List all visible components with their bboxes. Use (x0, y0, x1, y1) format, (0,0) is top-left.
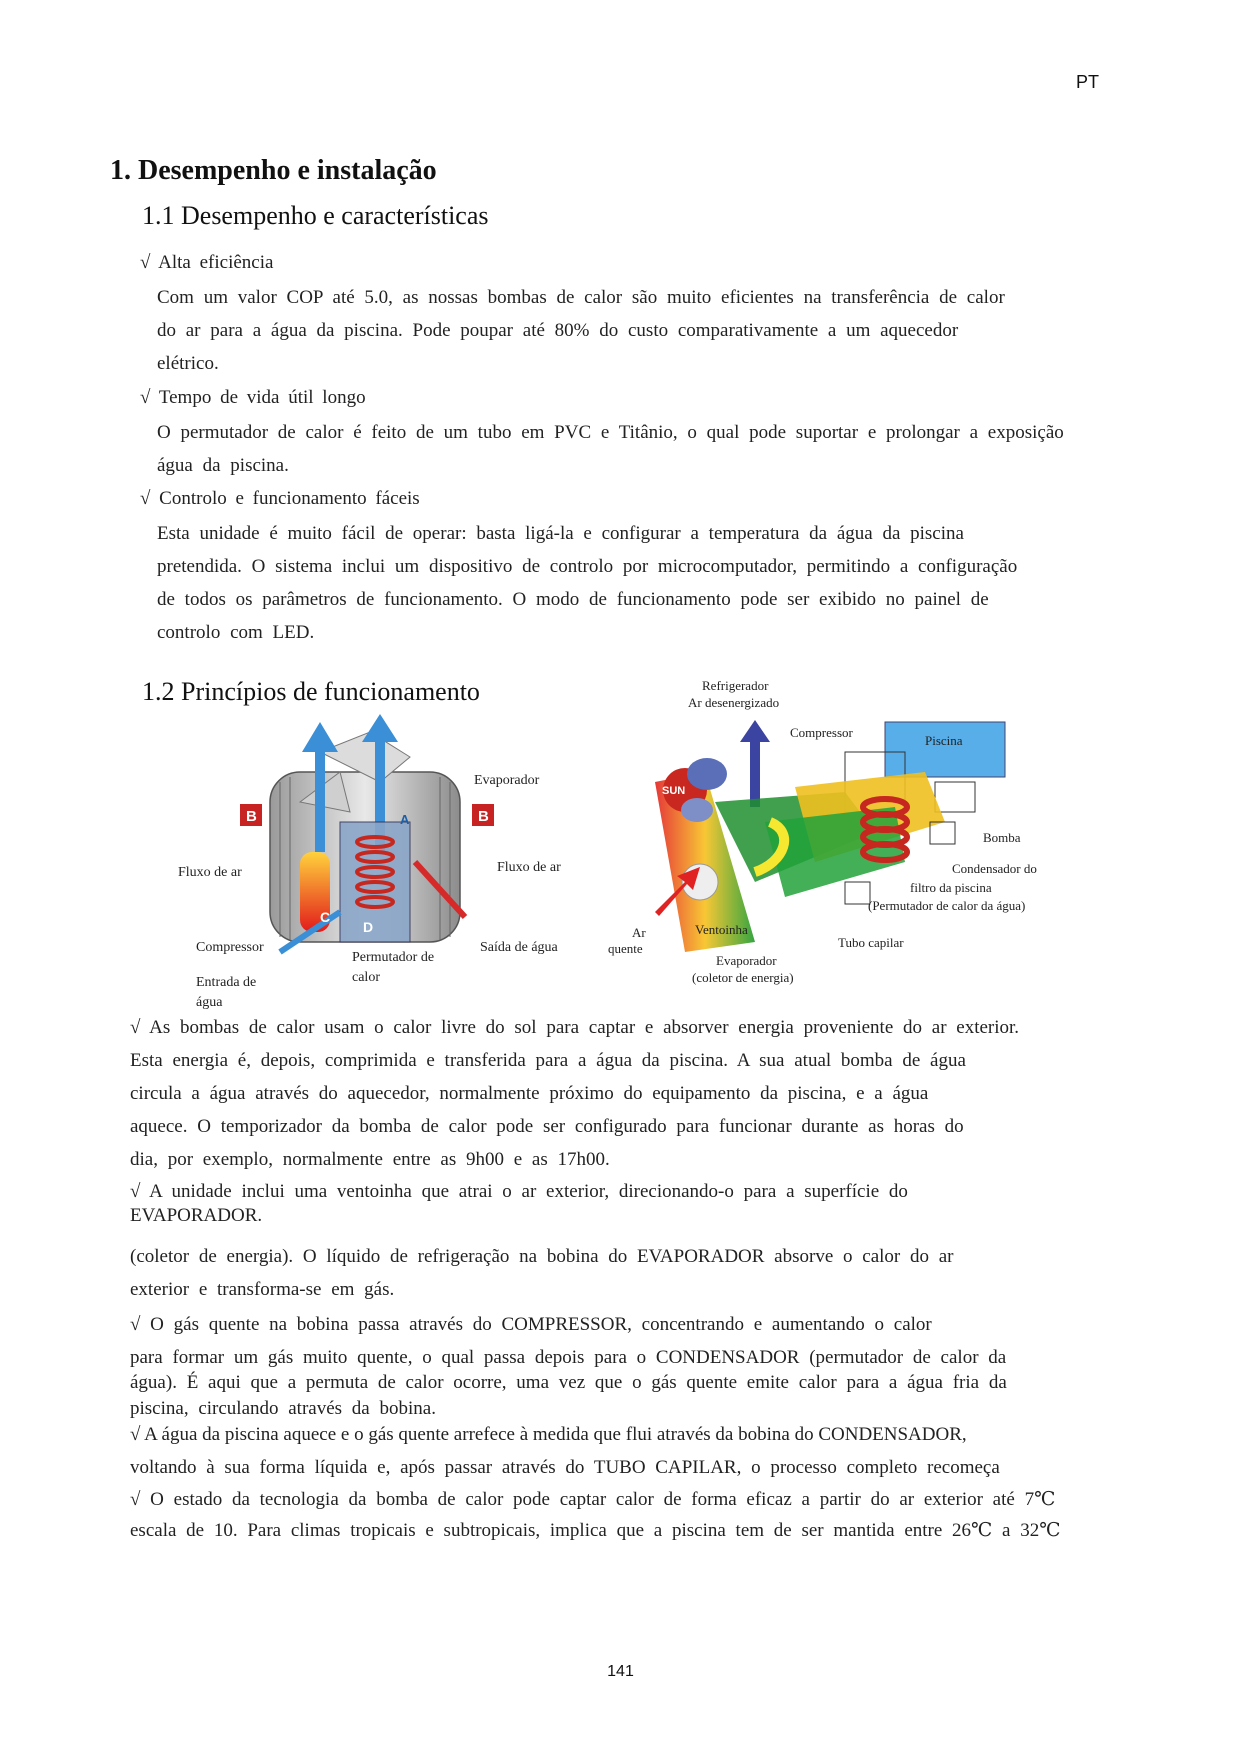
label-letter-b-left: B (246, 808, 257, 825)
sun-icon: SUN (662, 785, 686, 797)
fig1-label-evaporador: Evaporador (474, 773, 540, 788)
principle-paragraph-3: √ O gás quente na bobina passa através do COMPRESSOR, concentrando e aumentando o calor para formar um gás muito quente, o qual passa depois para o CONDENSADOR (permutador de calor da (130, 1314, 1007, 1368)
fig1-label-fluxo-left: Fluxo de ar (178, 865, 242, 880)
fig2-label-condensador-1: Condensador do (952, 861, 1037, 876)
cold-air-arrow (740, 720, 770, 807)
subsection-title-principles: 1.2 Princípios de funcionamento (142, 677, 480, 706)
feature-heading-control: √ Controlo e funcionamento fáceis (140, 488, 420, 509)
feature-heading-lifetime: √ Tempo de vida útil longo (140, 387, 366, 408)
fig2-label-quente: quente (608, 941, 643, 956)
feature-text-control: Esta unidade é muito fácil de operar: basta ligá-la e configurar a temperatura da água da piscina pretendida. O sistema inclui um dispositivo de controlo por microcomputador, permitindo a configuração de todos os parâmetros de funcionamento. O modo de funcionamento pode ser exibido no painel de controlo com LED. (157, 523, 1018, 643)
heat-pump-unit-diagram (240, 712, 510, 972)
label-letter-c: C (320, 909, 331, 925)
principle-paragraph-4: √ A água da piscina aquece e o gás quente arrefece à medida que flui através da bobina do CONDENSADOR, voltando à sua forma líquida e, após passar através do TUBO CAPILAR, o processo completo recomeça (130, 1424, 1000, 1478)
principle-paragraph-2b: (coletor de energia). O líquido de refrigeração na bobina do EVAPORADOR absorve o calor do ar exterior e transforma-se em gás. (130, 1246, 954, 1300)
principle-paragraph-1: √ As bombas de calor usam o calor livre do sol para captar e absorver energia proveniente do ar exterior. Esta energia é, depois, comprimida e transferida para a água da piscina. A sua atual bomba de água circula a água através do aquecedor, normalmente próximo do equipamento da piscina, e a água aquece. O temporizador da bomba de calor pode ser configurado para funcionar durante as horas do dia, por exemplo, normalmente entre as 9h00 e as 17h00. (130, 1017, 1020, 1170)
subsection-title-performance: 1.1 Desempenho e características (142, 201, 489, 230)
fig2-label-tubo-capilar: Tubo capilar (838, 935, 904, 950)
fig2-label-refrigerador-2: Ar desenergizado (688, 695, 780, 710)
section-title: 1. Desempenho e instalação (110, 155, 437, 186)
fig1-label-permutador-2: calor (352, 970, 380, 985)
language-code: PT (1075, 72, 1099, 92)
fig2-label-ar: Ar (632, 925, 646, 940)
fig1-label-permutador-1: Permutador de (352, 950, 435, 965)
principle-paragraph-2: √ A unidade inclui uma ventoinha que atrai o ar exterior, direcionando-o para a superfície do EVAPORADOR. (130, 1181, 908, 1226)
fig1-label-compressor: Compressor (196, 940, 264, 955)
feature-text-lifetime: O permutador de calor é feito de um tubo em PVC e Titânio, o qual pode suportar e prolongar a exposição água da piscina. (157, 422, 1064, 476)
label-letter-a: A (400, 812, 410, 827)
principle-paragraph-3b: água). É aqui que a permuta de calor ocorre, uma vez que o gás quente emite calor para a água fria da piscina, circulando através da bobina. (130, 1372, 1007, 1419)
feature-text-efficiency: Com um valor COP até 5.0, as nossas bombas de calor são muito eficientes na transferência de calor do ar para a água da piscina. Pode poupar até 80% do custo comparativamente a um aquecedor elétrico. (157, 287, 1005, 374)
fig2-label-evaporador-2: (coletor de energia) (692, 970, 794, 985)
label-letter-d: D (363, 919, 374, 935)
fig2-label-piscina: Piscina (925, 733, 963, 748)
fig2-label-condensador-2: filtro da piscina (910, 880, 992, 895)
fig2-label-ventoinha: Ventoinha (695, 922, 748, 937)
fig2-label-condensador-3: (Permutador de calor da água) (868, 898, 1026, 913)
fig1-label-entrada-1: Entrada de (196, 975, 257, 990)
fig2-label-evaporador-1: Evaporador (716, 953, 777, 968)
fig1-label-fluxo-right: Fluxo de ar (497, 860, 561, 875)
fig2-label-refrigerador-1: Refrigerador (702, 678, 769, 693)
fig1-label-entrada-2: água (196, 995, 223, 1010)
label-letter-b-right: B (478, 808, 489, 825)
fig1-label-saida: Saída de água (480, 940, 558, 955)
principle-paragraph-5: √ O estado da tecnologia da bomba de calor pode captar calor de forma eficaz a partir do ar exterior até 7℃ escala de 10. Para climas tropicais e subtropicais, implica que a piscina tem de ser mantida entre 26℃ a 32℃ (130, 1489, 1061, 1541)
page-number: 141 (607, 1663, 634, 1680)
fig2-label-bomba: Bomba (983, 830, 1021, 845)
fig2-label-compressor: Compressor (790, 725, 853, 740)
feature-heading-efficiency: √ Alta eficiência (140, 252, 274, 273)
